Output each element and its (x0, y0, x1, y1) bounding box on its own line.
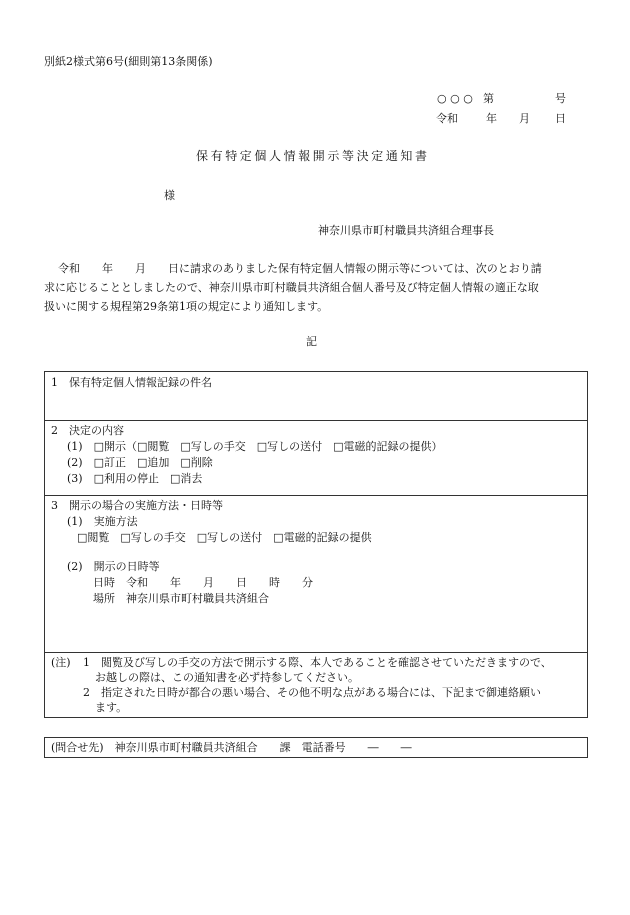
decision-row-correction: (2) □訂正 □追加 □削除 (67, 456, 213, 469)
section-record-title (44, 371, 588, 421)
body-line-2: 求に応じることとしましたので、神奈川県市町村職員共済組合個人番号及び特定個人情報の適正な取 (44, 281, 539, 294)
note-1-line-1: 1 閲覧及び写しの手交の方法で開示する際、本人であることを確認させていただきますので、 (83, 656, 552, 669)
body-line-1: 令和 年 月 日に請求のありました保有特定個人情報の開示等については、次のとおり請 (58, 262, 542, 275)
datetime-subheading: (2) 開示の日時等 (67, 560, 160, 573)
disclosure-place: 場所 神奈川県市町村職員共済組合 (93, 592, 269, 605)
section-3-heading: 3 開示の場合の実施方法・日時等 (51, 499, 223, 512)
section-1-heading: 1 保有特定個人情報記録の件名 (51, 376, 212, 389)
date-day: 日 (555, 112, 566, 125)
notes-label: (注) (51, 656, 71, 669)
contact-box (44, 737, 588, 758)
document-title: 保有特定個人情報開示等決定通知書 (196, 149, 430, 163)
ki-heading: 記 (306, 335, 317, 348)
note-2-line-2: ます。 (95, 701, 128, 714)
method-subheading: (1) 実施方法 (67, 515, 138, 528)
document-number-go: 号 (555, 92, 566, 105)
date-era: 令和 (436, 112, 458, 125)
form-reference: 別紙2様式第6号(細則第13条関係) (44, 55, 213, 68)
section-2-heading: 2 決定の内容 (51, 424, 124, 437)
date-year: 年 (486, 112, 497, 125)
body-line-3: 扱いに関する規程第29条第1項の規定により通知します。 (44, 300, 329, 313)
disclosure-datetime: 日時 令和 年 月 日 時 分 (93, 576, 313, 589)
date-month: 月 (519, 112, 530, 125)
section-disclosure-method (44, 495, 588, 653)
document-number-dai: 第 (483, 92, 494, 105)
method-options: □閲覧 □写しの手交 □写しの送付 □電磁的記録の提供 (77, 531, 372, 544)
recipient-suffix: 様 (164, 189, 175, 202)
note-2-line-1: 2 指定された日時が都合の悪い場合、その他不明な点がある場合には、下記まで御連絡願い (83, 686, 541, 699)
section-decision (44, 420, 588, 496)
contact-info: (問合せ先) 神奈川県市町村職員共済組合 課 電話番号 ― ― (51, 741, 412, 754)
note-1-line-2: お越しの際は、この通知書を必ず持参してください。 (95, 671, 359, 684)
decision-row-suspension: (3) □利用の停止 □消去 (67, 472, 203, 485)
document-number-marks: ○ ○ ○ (437, 92, 473, 105)
issuer-name: 神奈川県市町村職員共済組合理事長 (318, 224, 494, 237)
decision-row-disclosure: (1) □開示（□閲覧 □写しの手交 □写しの送付 □電磁的記録の提供） (67, 440, 443, 453)
notes-section (44, 652, 588, 718)
